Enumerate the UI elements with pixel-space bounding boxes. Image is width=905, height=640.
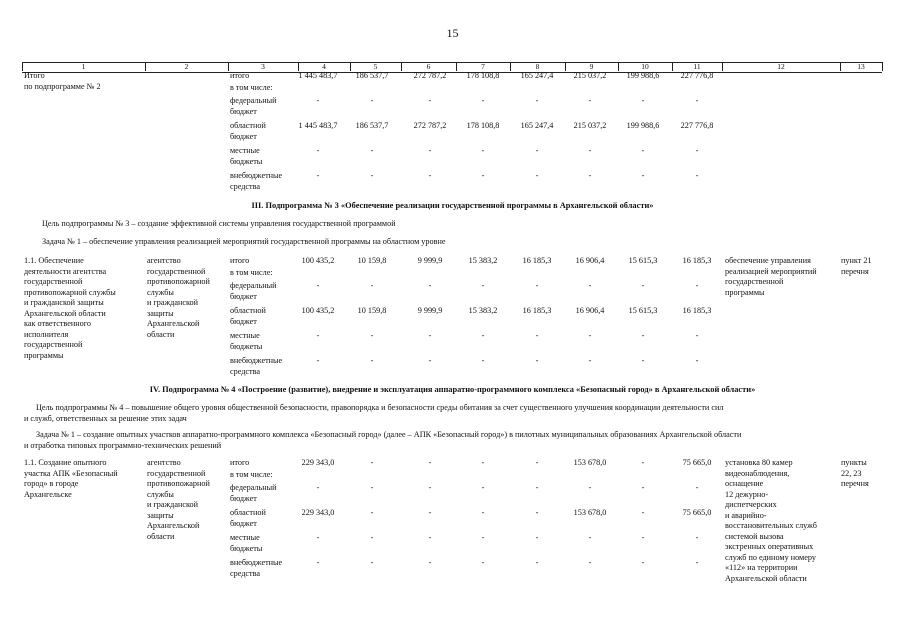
funding-source-label: внебюджетные	[230, 356, 283, 365]
column-number: 9	[589, 62, 594, 71]
funding-source-label: бюджет	[230, 291, 257, 301]
amount-cell: 9 999,9	[417, 306, 443, 315]
amount-cell: -	[370, 483, 374, 492]
amount-cell: 199 988,6	[626, 121, 660, 130]
subprogram-goal: Цель подпрограммы № 3 – создание эффективной системы управления государственной программой	[42, 219, 396, 228]
item-name-line: Архангельске	[24, 489, 72, 499]
subprogram-task: Задача № 1 – обеспечение управления реализацией мероприятий государственной программы на областном уровне	[42, 237, 446, 246]
item-name-line: государственной	[24, 340, 83, 349]
amount-cell: -	[535, 508, 539, 517]
amount-cell: 153 678,0	[573, 458, 607, 467]
amount-cell: 10 159,8	[357, 306, 387, 315]
executor-line: защиты	[147, 308, 174, 318]
amount-cell: -	[316, 558, 320, 567]
amount-cell: 15 383,2	[468, 256, 498, 265]
column-number: 13	[857, 62, 865, 71]
reference-line: пункты	[841, 458, 867, 467]
amount-cell: 1 445 483,7	[298, 121, 338, 130]
amount-cell: -	[370, 331, 374, 340]
amount-cell: -	[316, 171, 320, 180]
reference-line: перечня	[841, 479, 869, 488]
funding-source-label: итого	[230, 71, 250, 80]
funding-source-label: средства	[230, 181, 261, 191]
executor-line: области	[147, 531, 175, 541]
item-name-line: город» в городе	[24, 479, 79, 488]
amount-cell: 75 665,0	[682, 458, 712, 467]
amount-cell: 10 159,8	[357, 256, 387, 265]
funding-source-label: федеральный	[230, 483, 277, 492]
funding-source-label: итого	[230, 458, 250, 467]
amount-cell: 1 445 483,7	[298, 71, 338, 80]
funding-source-label: местные	[230, 146, 260, 155]
amount-cell: 227 776,8	[680, 71, 714, 80]
amount-cell: -	[316, 96, 320, 105]
column-number: 2	[184, 62, 189, 71]
amount-cell: 15 615,3	[628, 306, 658, 315]
amount-cell: 15 383,2	[468, 306, 498, 315]
funding-source-label: федеральный	[230, 96, 277, 105]
amount-cell: -	[695, 356, 699, 365]
amount-cell: -	[695, 281, 699, 290]
column-number: 6	[426, 62, 431, 71]
item-name-line: как ответственного	[24, 319, 91, 328]
amount-cell: -	[641, 331, 645, 340]
result-line: видеонаблюдения,	[725, 468, 790, 478]
amount-cell: -	[588, 558, 592, 567]
executor-line: противопожарной	[147, 277, 210, 286]
subprogram-task-line: Задача № 1 – создание опытных участков аппаратно-программного комплекса «Безопасный город» (далее – АПК «Безопасный город») в пилотных муниципальных образованиях Архангельской области	[36, 430, 742, 439]
section-title: III. Подпрограмма № 3 «Обеспечение реализации государственной программы в Архангельской области»	[251, 201, 654, 210]
amount-cell: -	[588, 96, 592, 105]
funding-source-label: средства	[230, 568, 261, 578]
executor-line: защиты	[147, 510, 174, 520]
result-line: диспетчерских	[725, 500, 777, 509]
amount-cell: 272 787,2	[413, 121, 447, 130]
result-line: служб по единому номеру	[725, 552, 816, 562]
amount-cell: -	[428, 533, 432, 542]
amount-cell: -	[641, 533, 645, 542]
funding-source-label: бюджет	[230, 518, 257, 528]
executor-line: области	[147, 329, 175, 339]
amount-cell: -	[535, 331, 539, 340]
amount-cell: -	[535, 356, 539, 365]
column-number: 7	[481, 62, 485, 71]
amount-cell: -	[316, 533, 320, 542]
column-number: 5	[373, 62, 378, 71]
amount-cell: 178 108,8	[466, 121, 500, 130]
amount-cell: -	[481, 558, 485, 567]
amount-cell: 165 247,4	[520, 121, 554, 130]
funding-source-label: бюджет	[230, 131, 257, 141]
item-name-line: 1.1. Создание опытного	[24, 458, 107, 467]
reference-line: 22, 23	[841, 468, 862, 478]
amount-cell: -	[316, 483, 320, 492]
funding-source-label: бюджеты	[230, 156, 263, 166]
amount-cell: 215 037,2	[573, 121, 607, 130]
amount-cell: -	[695, 483, 699, 492]
item-name-line: государственной	[24, 277, 83, 286]
amount-cell: 16 185,3	[522, 306, 552, 315]
funding-source-label: областной	[230, 508, 266, 517]
amount-cell: -	[428, 171, 432, 180]
subprogram-task-line: и отработка типовых программно-технических решений	[24, 440, 222, 450]
amount-cell: -	[370, 458, 374, 467]
amount-cell: -	[428, 281, 432, 290]
column-number: 4	[322, 62, 326, 71]
amount-cell: 227 776,8	[680, 121, 714, 130]
amount-cell: 75 665,0	[682, 508, 712, 517]
executor-line: агентство	[147, 256, 181, 265]
funding-source-label: областной	[230, 121, 266, 130]
subprogram-goal-line: Цель подпрограммы № 4 – повышение общего уровня общественной безопасности, правопорядка и безопасности среды обитания за счет существенного улучшения координации деятельности сил	[36, 403, 724, 412]
amount-cell: -	[370, 508, 374, 517]
funding-source-label: бюджет	[230, 493, 257, 503]
result-line: 12 дежурно-	[725, 489, 769, 499]
result-line: экстренных оперативных	[725, 542, 814, 551]
amount-cell: 16 906,4	[575, 256, 605, 265]
funding-source-label: в том числе:	[230, 268, 273, 277]
funding-source-label: средства	[230, 366, 261, 376]
amount-cell: -	[695, 146, 699, 155]
amount-cell: -	[481, 483, 485, 492]
amount-cell: 165 247,4	[520, 71, 554, 80]
amount-cell: -	[535, 458, 539, 467]
result-line: системой вызова	[725, 531, 784, 541]
amount-cell: -	[535, 171, 539, 180]
amount-cell: 229 343,0	[301, 458, 335, 467]
amount-cell: -	[588, 331, 592, 340]
item-name-line: участка АПК «Безопасный	[24, 468, 118, 478]
funding-source-label: внебюджетные	[230, 171, 283, 180]
amount-cell: -	[641, 558, 645, 567]
amount-cell: -	[481, 146, 485, 155]
amount-cell: -	[316, 331, 320, 340]
item-name-line: Архангельской области	[24, 308, 106, 318]
result-line: Архангельской области	[725, 573, 807, 583]
amount-cell: -	[428, 356, 432, 365]
amount-cell: -	[370, 558, 374, 567]
amount-cell: -	[370, 171, 374, 180]
amount-cell: 178 108,8	[466, 71, 500, 80]
amount-cell: -	[481, 331, 485, 340]
column-number: 10	[641, 62, 649, 71]
funding-source-label: в том числе:	[230, 470, 273, 479]
executor-line: Архангельской	[147, 521, 200, 530]
executor-line: службы	[147, 489, 174, 499]
result-line: оснащение	[725, 479, 764, 488]
item-name-line: программы	[24, 350, 64, 360]
funding-source-label: внебюджетные	[230, 558, 283, 567]
amount-cell: -	[641, 146, 645, 155]
amount-cell: -	[535, 281, 539, 290]
amount-cell: -	[641, 281, 645, 290]
amount-cell: -	[428, 558, 432, 567]
page-number: 15	[446, 26, 459, 40]
amount-cell: 16 185,3	[682, 256, 712, 265]
amount-cell: 199 988,6	[626, 71, 660, 80]
funding-source-label: бюджет	[230, 106, 257, 116]
item-name-line: Итого	[24, 71, 45, 80]
amount-cell: 186 537,7	[355, 121, 389, 130]
amount-cell: 272 787,2	[413, 71, 447, 80]
amount-cell: -	[588, 146, 592, 155]
amount-cell: -	[481, 96, 485, 105]
amount-cell: 16 906,4	[575, 306, 605, 315]
amount-cell: -	[428, 458, 432, 467]
amount-cell: 229 343,0	[301, 508, 335, 517]
executor-line: и гражданской	[147, 500, 199, 509]
amount-cell: -	[588, 281, 592, 290]
executor-line: и гражданской	[147, 298, 199, 307]
amount-cell: -	[641, 171, 645, 180]
amount-cell: 16 185,3	[682, 306, 712, 315]
amount-cell: -	[481, 356, 485, 365]
result-line: и аварийно-	[725, 510, 767, 520]
amount-cell: -	[535, 96, 539, 105]
amount-cell: -	[428, 96, 432, 105]
amount-cell: -	[316, 356, 320, 365]
amount-cell: -	[695, 558, 699, 567]
item-name-line: по подпрограмме № 2	[24, 81, 101, 91]
executor-line: службы	[147, 287, 174, 297]
amount-cell: -	[695, 533, 699, 542]
amount-cell: 15 615,3	[628, 256, 658, 265]
amount-cell: -	[641, 508, 645, 517]
amount-cell: -	[316, 146, 320, 155]
amount-cell: 9 999,9	[417, 256, 443, 265]
amount-cell: 16 185,3	[522, 256, 552, 265]
amount-cell: -	[370, 146, 374, 155]
amount-cell: -	[695, 171, 699, 180]
amount-cell: -	[481, 458, 485, 467]
reference-line: перечня	[841, 266, 869, 276]
amount-cell: 215 037,2	[573, 71, 607, 80]
section-title: IV. Подпрограмма № 4 «Построение (развитие), внедрение и эксплуатация аппаратно-программного комплекса «Безопасный город» в Архангельской области»	[149, 385, 756, 394]
amount-cell: -	[535, 558, 539, 567]
amount-cell: -	[370, 356, 374, 365]
funding-source-label: местные	[230, 331, 260, 340]
amount-cell: 186 537,7	[355, 71, 389, 80]
amount-cell: -	[588, 483, 592, 492]
result-line: «112» на территории	[725, 563, 798, 572]
funding-source-label: в том числе:	[230, 83, 273, 92]
result-line: восстановительных служб	[725, 521, 817, 530]
amount-cell: -	[428, 146, 432, 155]
item-name-line: исполнителя	[24, 329, 69, 339]
reference-line: пункт 21	[841, 256, 872, 265]
item-name-line: и гражданской защиты	[24, 298, 104, 307]
column-number: 12	[777, 62, 785, 71]
amount-cell: -	[428, 331, 432, 340]
column-number: 8	[535, 62, 540, 71]
amount-cell: -	[481, 508, 485, 517]
result-line: реализацией мероприятий	[725, 266, 817, 276]
executor-line: Архангельской	[147, 319, 200, 328]
amount-cell: -	[370, 281, 374, 290]
amount-cell: -	[535, 483, 539, 492]
amount-cell: -	[588, 356, 592, 365]
result-line: обеспечение управления	[725, 256, 811, 265]
amount-cell: -	[481, 171, 485, 180]
amount-cell: -	[535, 533, 539, 542]
funding-source-label: местные	[230, 533, 260, 542]
amount-cell: -	[481, 281, 485, 290]
amount-cell: -	[428, 483, 432, 492]
funding-source-label: бюджеты	[230, 543, 263, 553]
executor-line: агентство	[147, 458, 181, 467]
amount-cell: -	[641, 483, 645, 492]
amount-cell: -	[641, 96, 645, 105]
item-name-line: 1.1. Обеспечение	[24, 256, 84, 265]
funding-source-label: областной	[230, 306, 266, 315]
amount-cell: -	[370, 96, 374, 105]
amount-cell: -	[641, 458, 645, 467]
amount-cell: -	[641, 356, 645, 365]
amount-cell: -	[695, 331, 699, 340]
amount-cell: 100 435,2	[301, 256, 335, 265]
amount-cell: -	[370, 533, 374, 542]
column-number: 1	[81, 62, 86, 71]
amount-cell: -	[535, 146, 539, 155]
funding-source-label: итого	[230, 256, 250, 265]
result-line: государственной	[725, 277, 784, 286]
amount-cell: -	[588, 171, 592, 180]
executor-line: государственной	[147, 468, 206, 478]
amount-cell: -	[428, 508, 432, 517]
amount-cell: 100 435,2	[301, 306, 335, 315]
subprogram-goal-line: и служб, ответственных за решение этих задач	[24, 413, 187, 423]
amount-cell: 153 678,0	[573, 508, 607, 517]
executor-line: государственной	[147, 266, 206, 276]
amount-cell: -	[481, 533, 485, 542]
column-number: 3	[261, 62, 265, 71]
item-name-line: деятельности агентства	[24, 266, 107, 276]
executor-line: противопожарной	[147, 479, 210, 488]
amount-cell: -	[695, 96, 699, 105]
funding-source-label: бюджет	[230, 316, 257, 326]
funding-source-label: бюджеты	[230, 341, 263, 351]
amount-cell: -	[588, 533, 592, 542]
item-name-line: противопожарной службы	[24, 287, 116, 297]
result-line: установка 80 камер	[725, 458, 793, 467]
result-line: программы	[725, 287, 765, 297]
column-number: 11	[693, 62, 701, 71]
amount-cell: -	[316, 281, 320, 290]
funding-source-label: федеральный	[230, 281, 277, 290]
